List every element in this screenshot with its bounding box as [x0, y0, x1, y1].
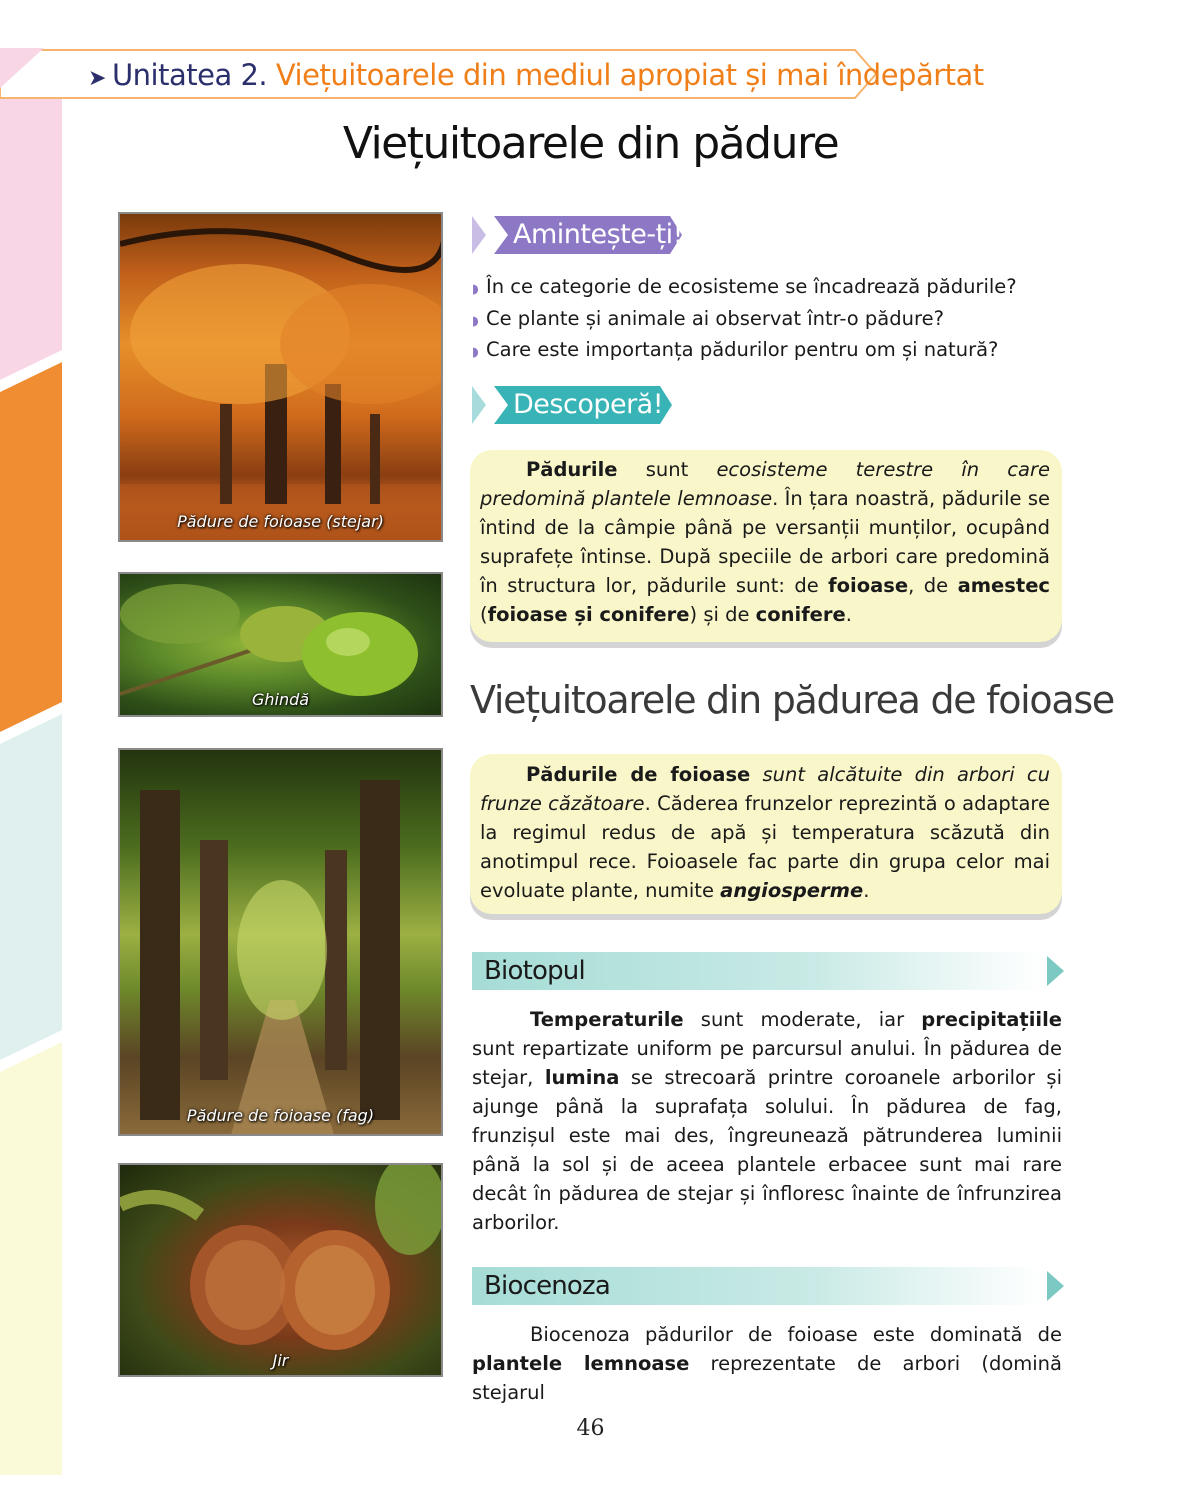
- biocenoza-heading: Biocenoza: [484, 1271, 611, 1301]
- descopera-tag-label: Descoperă!: [513, 389, 664, 420]
- acorn-photo: [118, 572, 443, 717]
- photo-caption: Jir: [272, 1351, 289, 1370]
- aminteste-tag-label: Amintește-ți!: [513, 219, 684, 250]
- biotopul-paragraph: Temperaturile sunt moderate, iar precipitațiile sunt repartizate uniform pe parcursul anului. În pădurea de stejar, lumina se strecoară printre coroanele arborilor și ajunge până la suprafața solului. În pădurea de fag, frunzișul este mai des, îngreunează pătrunderea luminii până la sol și de aceea plantele erbacee sunt mai rare decât în pădurea de stejar și înfloresc înainte de înfrunzirea arborilor.: [472, 1008, 1062, 1234]
- beechnut-illustration: [120, 1165, 443, 1377]
- page-number: 46: [576, 1416, 605, 1441]
- unit-label: Unitatea 2.: [111, 58, 268, 92]
- side-decoration-strip: [0, 0, 62, 1506]
- page-title: Viețuitoarele din pădure: [342, 118, 839, 169]
- bullet-icon: ◗: [472, 282, 479, 297]
- list-item: ◗ Ce plante și animale ai observat într-o pădure?: [472, 305, 1072, 337]
- list-item: ◗ În ce categorie de ecosisteme se încadrează pădurile?: [472, 273, 1072, 305]
- biotopul-heading: Biotopul: [484, 956, 585, 986]
- definition-box-deciduous: Pădurile de foioase sunt alcătuite din arbori cu frunze căzătoare. Căderea frunzelor reprezintă o adaptare la regimul redus de apă și temperatura scăzută din anotimpul rece. Foioasele fac parte din grupa celor mai evoluate plante, numite angiosperme.: [470, 754, 1062, 914]
- photo-caption: Pădure de foioase (fag): [186, 1106, 375, 1125]
- definition-box-forests: Pădurile sunt ecosisteme terestre în care predomină plantele lemnoase. În țara noastră, pădurile se întind de la câmpie până pe versanții munților, ocupând suprafețe întinse. După speciile de arbori care predomină în structura lor, pădurile sunt: de foioase, de amestec (foioase și conifere) și de conifere.: [470, 450, 1062, 642]
- biocenoza-paragraph: Biocenoza pădurilor de foioase este dominată de plantele lemnoase reprezentate de arbori (domină stejarul: [472, 1323, 1062, 1404]
- chevron-right-icon: ➤: [88, 66, 106, 91]
- unit-heading: [88, 57, 984, 93]
- bullet-icon: ◗: [472, 345, 479, 361]
- unit-title: Viețuitoarele din mediul apropiat și mai îndepărtat: [275, 58, 984, 92]
- oak-forest-illustration: [120, 214, 443, 542]
- list-item: ◗ Care este importanța pădurilor pentru om și natură?: [472, 336, 1072, 368]
- beechnut-photo: [118, 1163, 443, 1377]
- recall-questions: [472, 273, 1072, 368]
- photo-caption: Pădure de foioase (stejar): [177, 512, 384, 531]
- bullet-icon: ◗: [472, 313, 479, 329]
- photo-caption: Ghindă: [251, 690, 310, 709]
- oak-forest-photo: [118, 212, 443, 542]
- beech-forest-illustration: [120, 750, 443, 1136]
- section-title: Viețuitoarele din pădurea de foioase: [470, 678, 1114, 722]
- beech-forest-photo: [118, 748, 443, 1136]
